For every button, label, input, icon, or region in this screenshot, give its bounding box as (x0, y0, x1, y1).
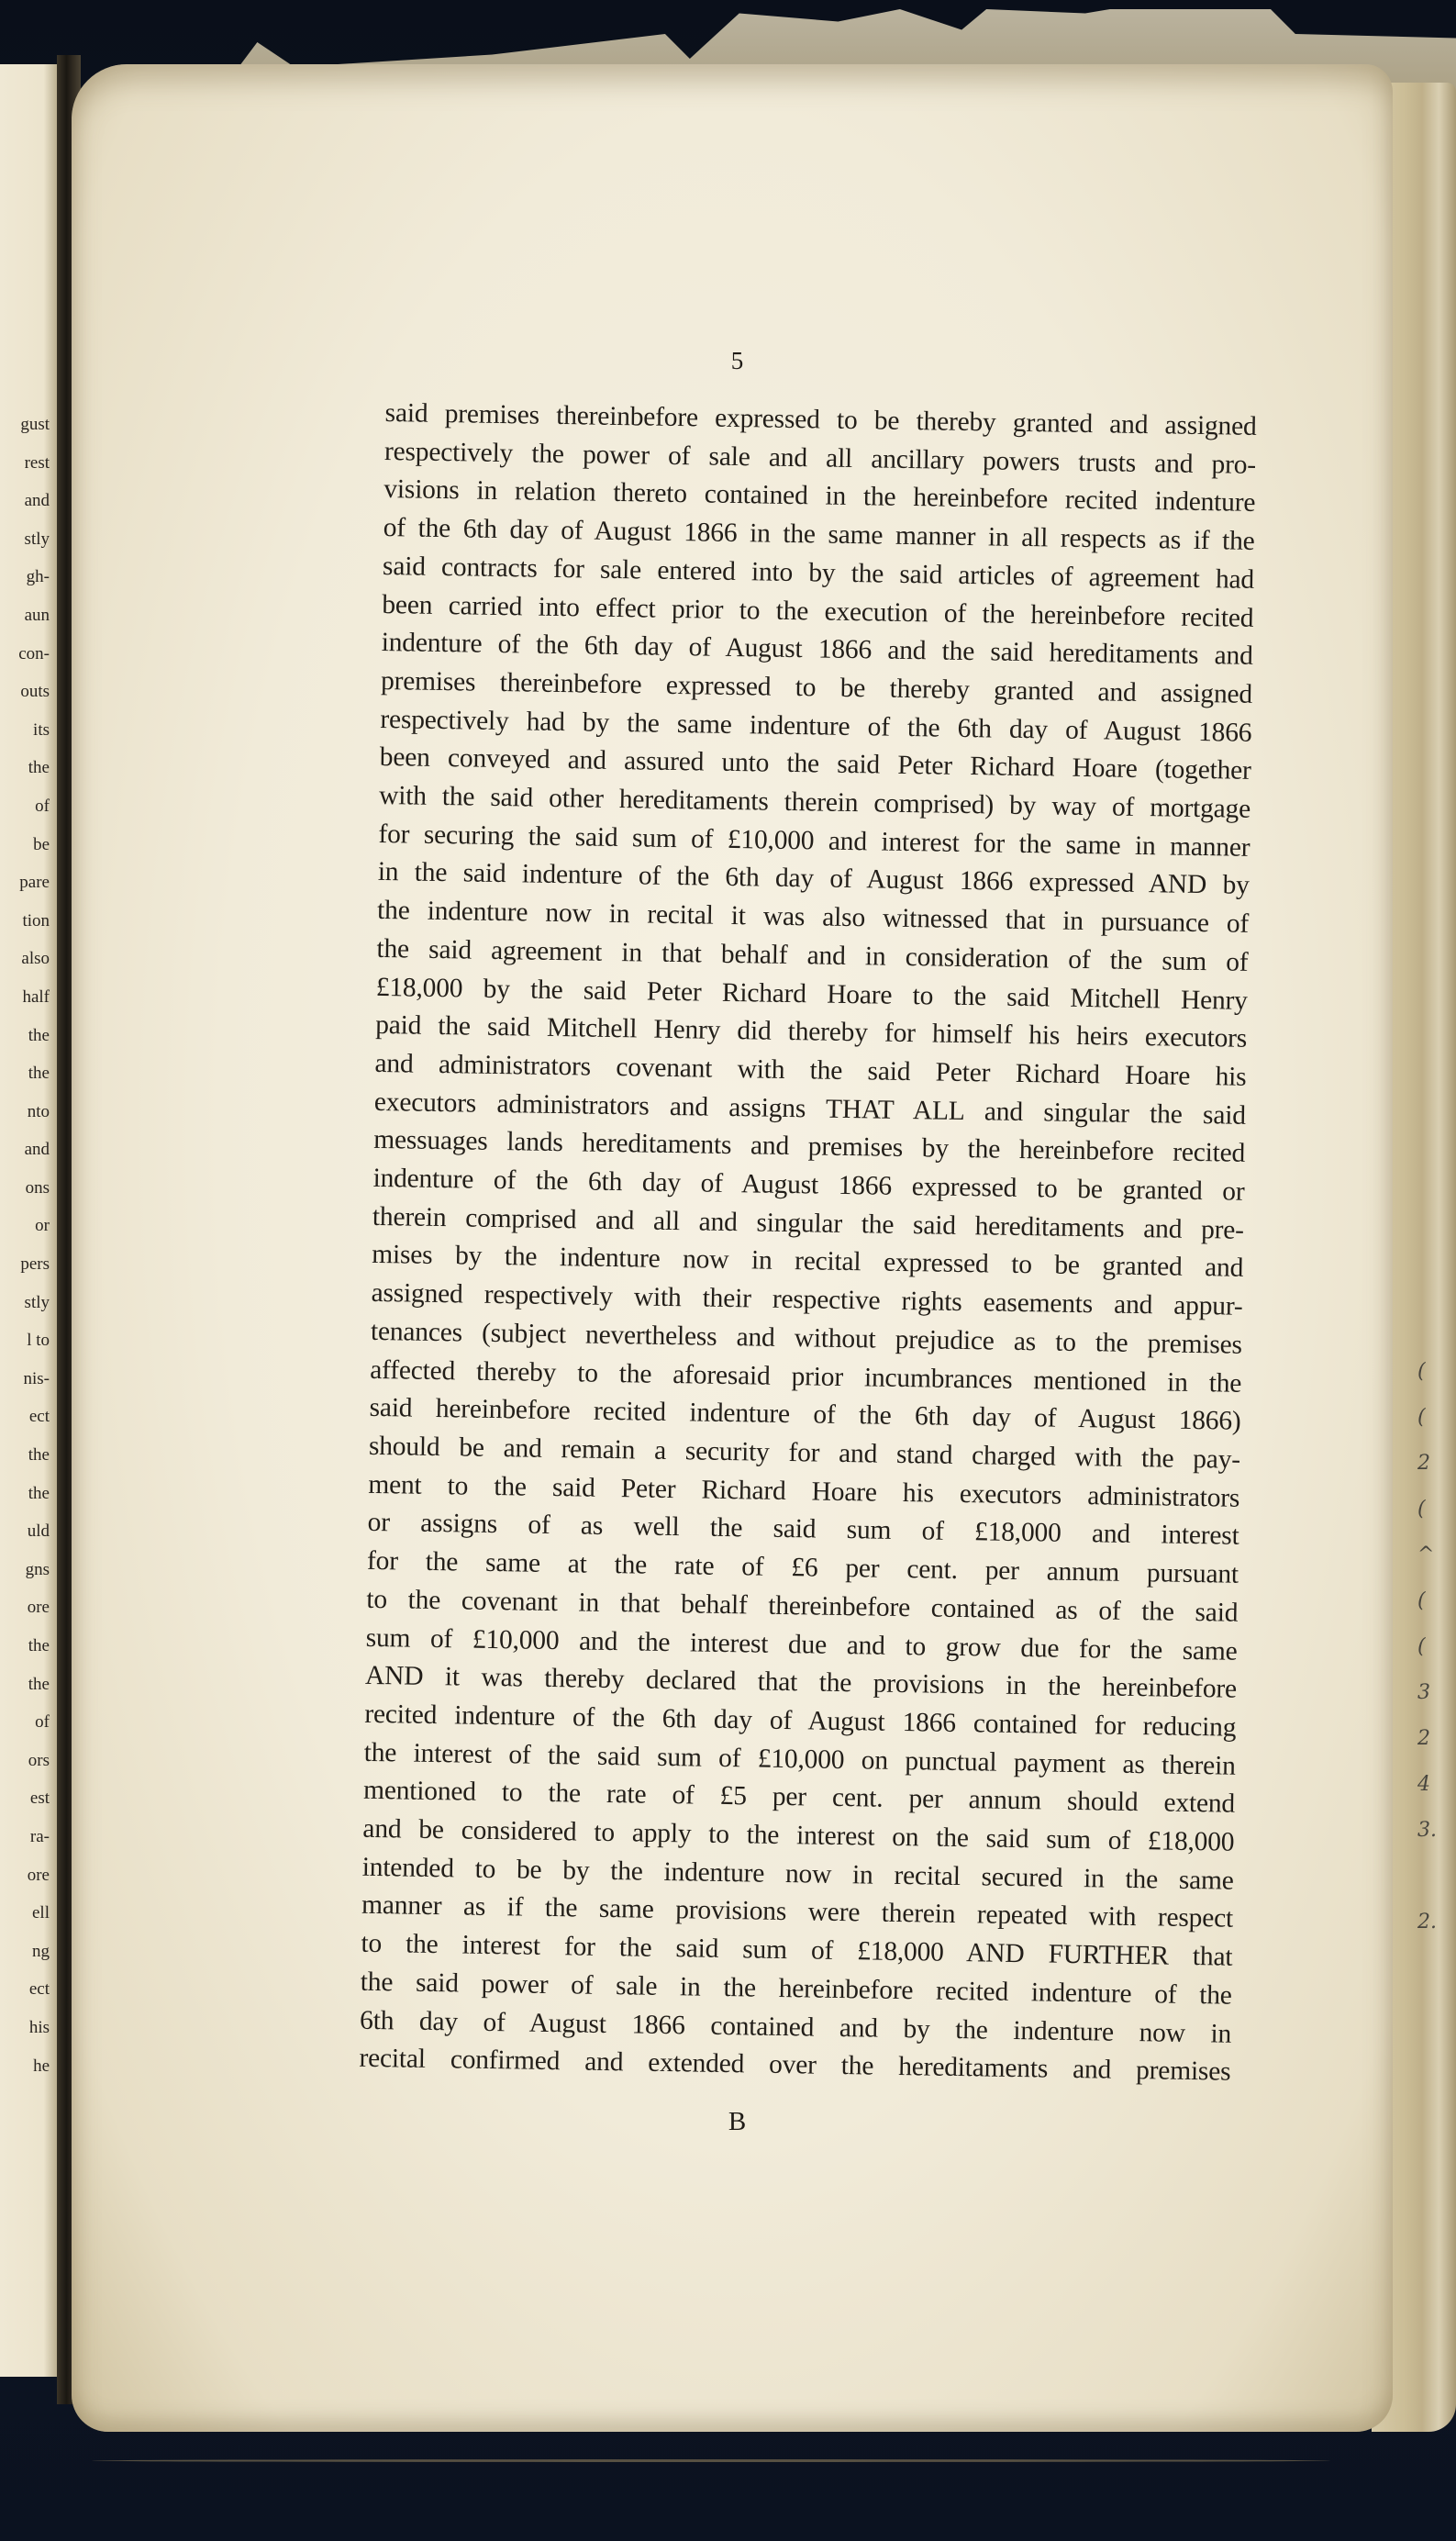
text-line: respectively had by the same indenture of the 6th day of August 1866 (380, 704, 1252, 748)
text-line: in the said indenture of the 6th day of August 1866 expressed AND by (377, 857, 1250, 901)
text-line: and administrators covenant with the said Peter Richard Hoare his (374, 1048, 1247, 1092)
text-line: the said agreement in that behalf and in consideration of the sum of (376, 933, 1249, 977)
signature-mark: B (728, 2107, 747, 2136)
text-line: mises by the indenture now in recital expressed to be granted and (372, 1240, 1244, 1284)
text-line: 6th day of August 1866 contained and by the indenture now in (359, 2005, 1232, 2049)
facing-page-line-endings: gust rest and stly gh- aun con- outs its the of be pare tion also half the the nto and ons or pers stly l to nis- ect the the uld gns ore the the of ors est ra- ore ell ng ect his he (18, 415, 50, 2076)
text-line: respectively the power of sale and all ancillary powers trusts and pro- (383, 436, 1257, 480)
text-line: paid the said Mitchell Henry did thereby for himself his heirs executors (374, 1010, 1248, 1054)
text-line: executors administrators and assigns THAT ALL and singular the said (373, 1087, 1247, 1131)
page-number: 5 (730, 347, 744, 374)
text-line: the said power of sale in the hereinbefore recited indenture of the (360, 1967, 1232, 2011)
text-line: tenances (subject nevertheless and without prejudice as to the premises (370, 1316, 1243, 1360)
text-line: should be and remain a security for and stand charged with the pay- (368, 1431, 1241, 1475)
text-line: AND it was thereby declared that the provisions in the hereinbefore (364, 1661, 1238, 1704)
text-line: said hereinbefore recited indenture of the 6th day of August 1866) (369, 1393, 1241, 1437)
facing-page-fragment (0, 64, 62, 2377)
text-line: ment to the said Peter Richard Hoare his executors administrators (368, 1469, 1240, 1513)
text-line: with the said other hereditaments therein comprised) by way of mortgage (378, 780, 1251, 824)
text-line: and be considered to apply to the interest on the said sum of £18,000 (362, 1813, 1235, 1857)
body-text (359, 395, 1257, 2092)
text-line: £18,000 by the said Peter Richard Hoare to the said Mitchell Henry (375, 972, 1248, 1016)
text-line: the interest of the said sum of £10,000 on punctual payment as therein (363, 1737, 1236, 1781)
text-line: said contracts for sale entered into by the said articles of agreement had (382, 551, 1255, 595)
margin-pencil-annotations: ( ( 2 ( ^ ( ( 3 2 4 3. 2. (1417, 1360, 1437, 1934)
text-line: mentioned to the rate of £5 per cent. per annum should extend (362, 1776, 1236, 1820)
text-line: to the interest for the said sum of £18,000 AND FURTHER that (361, 1928, 1233, 1972)
text-line: intended to be by the indenture now in recital secured in the same (361, 1852, 1234, 1896)
text-line: been carried into effect prior to the execution of the hereinbefore recited (382, 589, 1254, 633)
text-line: been conveyed and assured unto the said Peter Richard Hoare (together (379, 742, 1251, 786)
text-line: messuages lands hereditaments and premises by the hereinbefore recited (372, 1125, 1246, 1169)
text-line: the indenture now in recital it was also witnessed that in pursuance of (376, 896, 1250, 939)
text-line: said premises thereinbefore expressed to be thereby granted and assigned (384, 397, 1257, 441)
page-bottom-edge (92, 2459, 1330, 2462)
text-line: assigned respectively with their respective rights easements and appur- (371, 1278, 1243, 1321)
text-line: therein comprised and all and singular the said hereditaments and pre- (372, 1201, 1245, 1245)
text-line: of the 6th day of August 1866 in the same manner in all respects as if the (383, 513, 1255, 557)
text-line: recited indenture of the 6th day of August 1866 contained for reducing (364, 1699, 1237, 1743)
text-line: manner as if the same provisions were therein repeated with respect (361, 1890, 1234, 1934)
text-line: premises thereinbefore expressed to be thereby granted and assigned (380, 665, 1253, 709)
text-line: visions in relation thereto contained in the hereinbefore recited indenture (383, 474, 1256, 518)
text-line: for securing the said sum of £10,000 and interest for the same in manner (378, 819, 1250, 863)
text-line: to the covenant in that behalf thereinbefore contained as of the said (366, 1584, 1239, 1628)
text-line: sum of £10,000 and the interest due and to grow due for the same (365, 1622, 1238, 1666)
text-line: affected thereby to the aforesaid prior incumbrances mentioned in the (370, 1354, 1242, 1399)
text-line: for the same at the rate of £6 per cent. per annum pursuant (366, 1545, 1239, 1589)
text-line: indenture of the 6th day of August 1866 expressed to be granted or (372, 1163, 1245, 1207)
text-line: recital confirmed and extended over the hereditaments and premises (359, 2044, 1231, 2087)
text-line: indenture of the 6th day of August 1866 and the said hereditaments and (381, 628, 1253, 672)
text-line: or assigns of as well the said sum of £18,000 and interest (367, 1508, 1239, 1552)
